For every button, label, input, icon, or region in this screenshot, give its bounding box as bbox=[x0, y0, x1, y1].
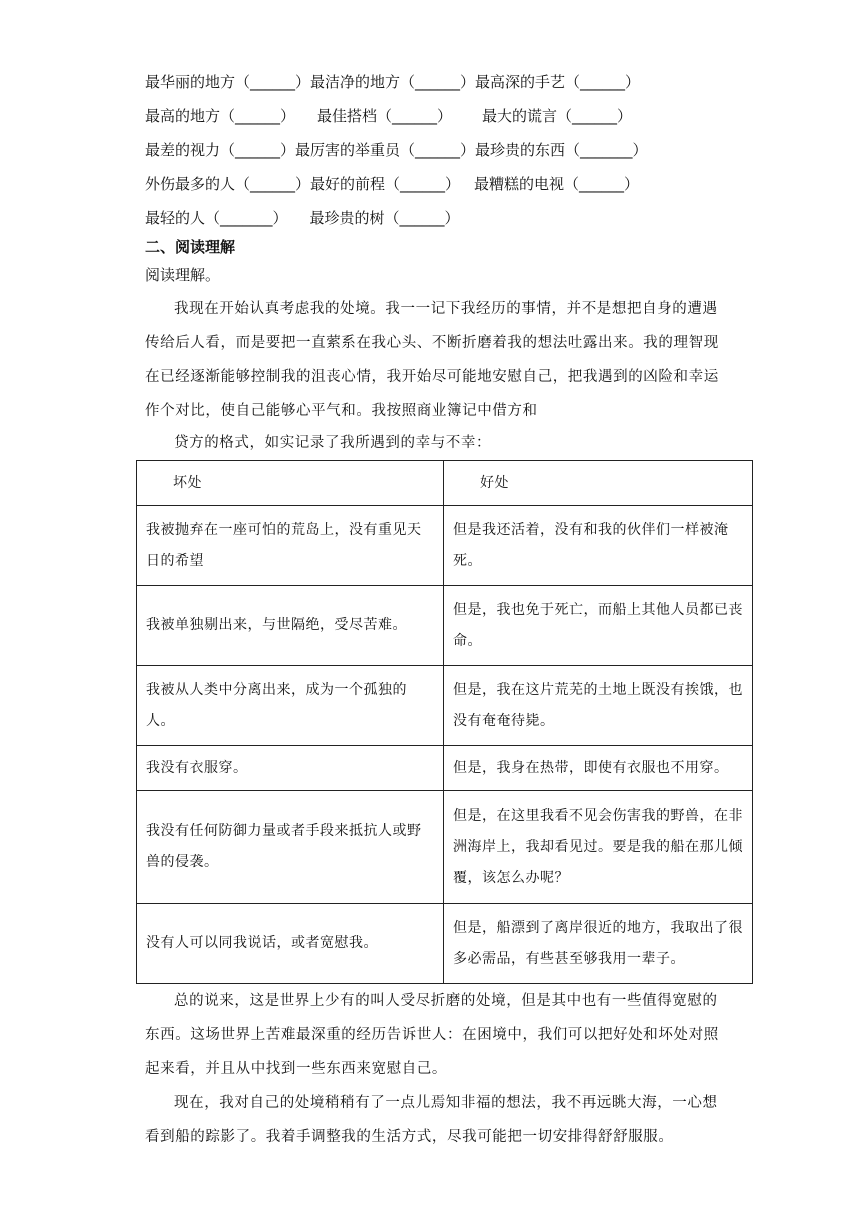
table-row bbox=[137, 666, 753, 746]
question-line-4 bbox=[145, 174, 639, 194]
table-row bbox=[137, 904, 753, 984]
bad-cell: 我被抛弃在一座可怕的荒岛上，没有重见天日的希望 bbox=[137, 506, 444, 586]
question-item: 最洁净的地方（______） bbox=[310, 73, 476, 91]
bad-cell: 我没有衣服穿。 bbox=[137, 746, 444, 791]
question-line-1 bbox=[145, 72, 640, 92]
question-item: 最糟糕的电视（______） bbox=[474, 175, 640, 193]
question-item: 最佳搭档（______） bbox=[317, 107, 453, 125]
question-line-3 bbox=[145, 140, 648, 160]
bad-cell: 我被从人类中分离出来，成为一个孤独的人。 bbox=[137, 666, 444, 746]
passage-conclusion-2: 现在，我对自己的处境稍稍有了一点儿焉知非福的想法，我不再远眺大海，一心想看到船的踪影了。我着手调整我的生活方式，尽我可能把一切安排得舒舒服服。 bbox=[145, 1095, 718, 1145]
question-item: 最轻的人（_______） bbox=[145, 209, 288, 227]
table-header-row bbox=[137, 461, 753, 506]
column-header-bad: 坏处 bbox=[137, 461, 444, 506]
question-item: 最珍贵的树（______） bbox=[309, 209, 460, 227]
question-item: 最差的视力（______） bbox=[145, 141, 296, 159]
good-cell: 但是我还活着，没有和我的伙伴们一样被淹死。 bbox=[444, 506, 753, 586]
table-row bbox=[137, 746, 753, 791]
section-heading: 二、阅读理解 bbox=[145, 238, 236, 256]
question-item: 最华丽的地方（______） bbox=[145, 73, 311, 91]
column-header-good: 好处 bbox=[444, 461, 753, 506]
bad-cell: 我没有任何防御力量或者手段来抵抗人或野兽的侵袭。 bbox=[137, 791, 444, 904]
passage-conclusion-1: 总的说来，这是世界上少有的叫人受尽折磨的处境，但是其中也有一些值得宽慰的东西。这场世界上苦难最深重的经历告诉世人：在困境中，我们可以把好处和坏处对照起来看，并且从中找到一些东西来宽慰自己。 bbox=[145, 993, 719, 1077]
question-item: 最高的地方（______） bbox=[145, 107, 296, 125]
bad-cell: 我被单独剔出来，与世隔绝，受尽苦难。 bbox=[137, 586, 444, 666]
question-item: 外伤最多的人（______） bbox=[145, 175, 311, 193]
question-item: 最大的谎言（______） bbox=[482, 107, 633, 125]
good-cell: 但是，我身在热带，即使有衣服也不用穿。 bbox=[444, 746, 753, 791]
section-subheading: 阅读理解。 bbox=[145, 266, 221, 284]
good-cell: 但是，我也免于死亡，而船上其他人员都已丧命。 bbox=[444, 586, 753, 666]
question-item: 最高深的手艺（______） bbox=[475, 73, 641, 91]
question-item: 最厉害的举重员（______） bbox=[295, 141, 476, 159]
good-cell: 但是，在这里我看不见会伤害我的野兽，在非洲海岸上，我却看见过。要是我的船在那儿倾覆，该怎么办呢？ bbox=[444, 791, 753, 904]
passage-intro-continued: 贷方的格式，如实记录了我所遇到的幸与不幸： bbox=[174, 435, 492, 451]
question-line-2 bbox=[145, 106, 632, 126]
ledger-table bbox=[136, 460, 753, 984]
passage-intro: 我现在开始认真考虑我的处境。我一一记下我经历的事情，并不是想把自身的遭遇传给后人看，而是要把一直萦系在我心头、不断折磨着我的想法吐露出来。我的理智现在已经逐渐能够控制我的沮丧心情，我开始尽可能地安慰自己，把我遇到的凶险和幸运作个对比，使自己能够心平气和。我按照商业簿记中借方和 bbox=[145, 301, 719, 419]
table-row bbox=[137, 586, 753, 666]
bad-cell: 没有人可以同我说话，或者宽慰我。 bbox=[137, 904, 444, 984]
question-line-5 bbox=[145, 208, 460, 228]
table-row bbox=[137, 791, 753, 904]
good-cell: 但是，船漂到了离岸很近的地方，我取出了很多必需品，有些甚至够我用一辈子。 bbox=[444, 904, 753, 984]
question-item: 最珍贵的东西（_______） bbox=[475, 141, 648, 159]
good-cell: 但是，我在这片荒芜的土地上既没有挨饿，也没有奄奄待毙。 bbox=[444, 666, 753, 746]
question-item: 最好的前程（______） bbox=[310, 175, 461, 193]
table-row bbox=[137, 506, 753, 586]
